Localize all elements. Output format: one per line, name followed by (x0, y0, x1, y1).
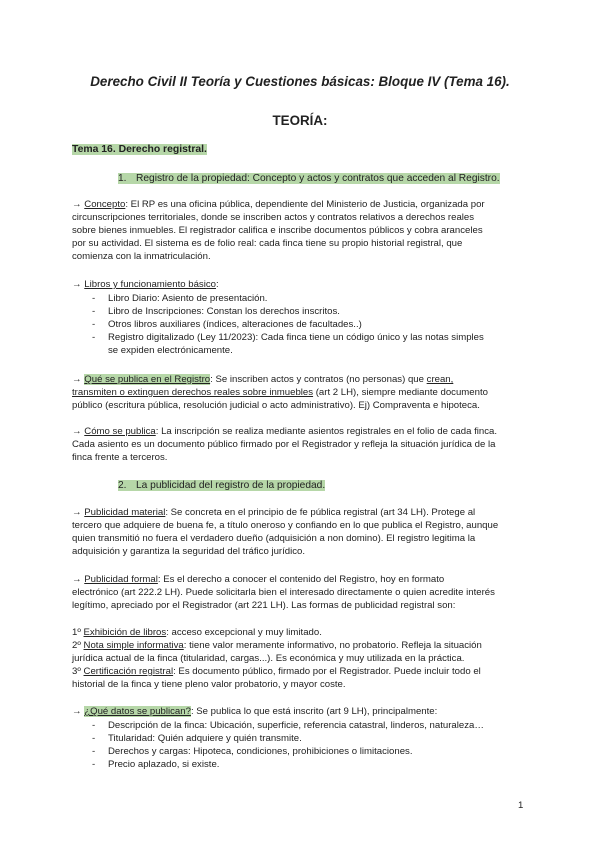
paragraph-concepto (72, 198, 528, 263)
text-line: : acceso excepcional y muy limitado. (166, 627, 322, 638)
list-item (92, 318, 532, 331)
term-publicidad-material: Publicidad material (84, 507, 166, 518)
section-1-highlight (118, 173, 500, 184)
term-que-publica: Qué se publica en el Registro (84, 374, 211, 385)
datos-list (92, 719, 532, 771)
list-item (92, 745, 532, 758)
list-item-text: - Titularidad: Quién adquiere y quién transmite. (108, 733, 302, 744)
text-line: comienza con la inmatriculación. (72, 251, 211, 262)
text-line: tercero que adquiere de buena fe, a título oneroso y confiando en lo que publica el Registro, aunque (72, 520, 499, 531)
section-2-label: La publicidad del registro de la propiedad. (136, 480, 326, 491)
term-nota-simple: Nota simple informativa (83, 640, 184, 651)
list-item (92, 758, 532, 771)
section-heading-teoria: TEORÍA: (272, 113, 328, 128)
list-item-text: - Libro de Inscripciones: Constan los derechos inscritos. (108, 306, 340, 317)
text-line: quien transmitió no fuera el verdadero dueño (adquisición a non domino). El registro legitima la (72, 533, 476, 544)
text-line: circunscripciones territoriales, donde se inscriben actos y contratos relativos a derechos reales (72, 212, 475, 223)
text-line: (art 2 LH), siempre mediante documento (313, 387, 488, 398)
topic-heading (72, 143, 207, 157)
list-item (92, 305, 532, 318)
underlined-text: crean, (426, 374, 454, 385)
list-item-text: - Registro digitalizado (Ley 11/2023): Cada finca tiene un código único y las notas simples (108, 332, 484, 343)
list-item (92, 331, 532, 357)
arrow-icon: → (72, 374, 85, 385)
term-libros: Libros y funcionamiento básico (84, 279, 216, 290)
text-line: historial de la finca y tiene pleno valor probatorio, y mayor coste. (72, 679, 346, 690)
paragraph-formas (72, 626, 528, 691)
text-line: : (216, 279, 219, 290)
list-item-text: - Precio aplazado, si existe. (108, 759, 220, 770)
section-1-number: 1. (118, 173, 127, 184)
text-line: por su actividad. El sistema es de folio real: cada finca tiene su propio historial registral, que (72, 238, 463, 249)
ordinal-label: 3º (72, 666, 84, 677)
text-line: : El RP es una oficina pública, dependiente del Ministerio de Justicia, organizada por (125, 199, 485, 210)
text-line: finca frente a terceros. (72, 452, 168, 463)
list-item-text: - Derechos y cargas: Hipoteca, condiciones, prohibiciones o limitaciones. (108, 746, 413, 757)
text-line: Cada asiento es un documento público firmado por el Registrador y refleja la situación jurídica de la (72, 439, 496, 450)
topic-heading-text: Tema 16. Derecho registral. (72, 144, 207, 155)
text-line: adquisición y garantiza la seguridad del tráfico jurídico. (72, 546, 306, 557)
term-que-datos: ¿Qué datos se publican? (84, 706, 191, 717)
text-line: : Es documento público, firmado por el Registrador. Puede incluir todo el (173, 666, 481, 677)
text-line: sobre bienes inmuebles. El registrador califica e inscribe documentos públicos y cobra aranceles (72, 225, 483, 236)
list-item (92, 719, 532, 732)
ordinal-label: 2º (72, 640, 84, 651)
arrow-icon: → (72, 706, 85, 717)
text-line: : La inscripción se realiza mediante asientos registrales en el folio de cada finca. (155, 426, 498, 437)
arrow-icon: → (72, 507, 85, 518)
paragraph-como-publica (72, 425, 528, 464)
term-exhibicion: Exhibición de libros (83, 627, 167, 638)
section-2-number: 2. (118, 480, 127, 491)
list-item-text: - Otros libros auxiliares (índices, alteraciones de facultades..) (108, 319, 362, 330)
list-item-text: - Libro Diario: Asiento de presentación. (108, 293, 268, 304)
paragraph-publicidad-formal (72, 573, 528, 612)
text-line: : Se concreta en el principio de fe pública registral (art 34 LH). Protege al (165, 507, 476, 518)
text-line: legítimo, apreciado por el Registrador (art 221 LH). Las formas de publicidad registral son: (72, 600, 456, 611)
arrow-icon: → (72, 574, 85, 585)
arrow-icon: → (72, 199, 85, 210)
page-number: 1 (518, 800, 524, 811)
paragraph-que-publica (72, 373, 528, 412)
text-line: : Es el derecho a conocer el contenido del Registro, hoy en formato (157, 574, 445, 585)
document-title: Derecho Civil II Teoría y Cuestiones básicas: Bloque IV (Tema 16). (90, 74, 510, 89)
text-line: electrónico (art 222.2 LH). Puede solicitarla bien el interesado directamente o quien acredite interés (72, 587, 495, 598)
paragraph-que-datos (72, 705, 528, 718)
text-line: : Se inscriben actos y contratos (no personas) que (210, 374, 427, 385)
paragraph-publicidad-material (72, 506, 528, 558)
section-2-highlight (118, 480, 325, 491)
term-como-publica: Cómo se publica (84, 426, 156, 437)
list-item-text: - Descripción de la finca: Ubicación, superficie, referencia catastral, linderos, naturaleza… (108, 720, 484, 731)
text-line: jurídica actual de la finca (titularidad, cargas...). Es económica y muy utilizada en la práctica. (72, 653, 465, 664)
term-certificacion: Certificación registral (83, 666, 174, 677)
arrow-icon: → (72, 426, 85, 437)
section-1-label: Registro de la propiedad: Concepto y actos y contratos que acceden al Registro. (136, 173, 500, 184)
term-concepto: Concepto (84, 199, 126, 210)
text-line: público (escritura pública, resolución judicial o acto administrativo). Ej) Compraventa e hipoteca. (72, 400, 480, 411)
paragraph-libros (72, 278, 528, 291)
ordinal-label: 1º (72, 627, 84, 638)
libros-list (92, 292, 532, 357)
section-1-heading (118, 172, 500, 186)
term-publicidad-formal: Publicidad formal (84, 574, 158, 585)
list-item-text: se expiden electrónicamente. (108, 345, 233, 356)
list-item (92, 732, 532, 745)
text-line: : tiene valor meramente informativo, no probatorio. Refleja la situación (183, 640, 482, 651)
list-item (92, 292, 532, 305)
section-2-heading (118, 479, 325, 493)
text-line: : Se publica lo que está inscrito (art 9 LH), principalmente: (190, 706, 438, 717)
arrow-icon: → (72, 279, 85, 290)
underlined-text: transmiten o extinguen derechos reales sobre inmuebles (72, 387, 314, 398)
